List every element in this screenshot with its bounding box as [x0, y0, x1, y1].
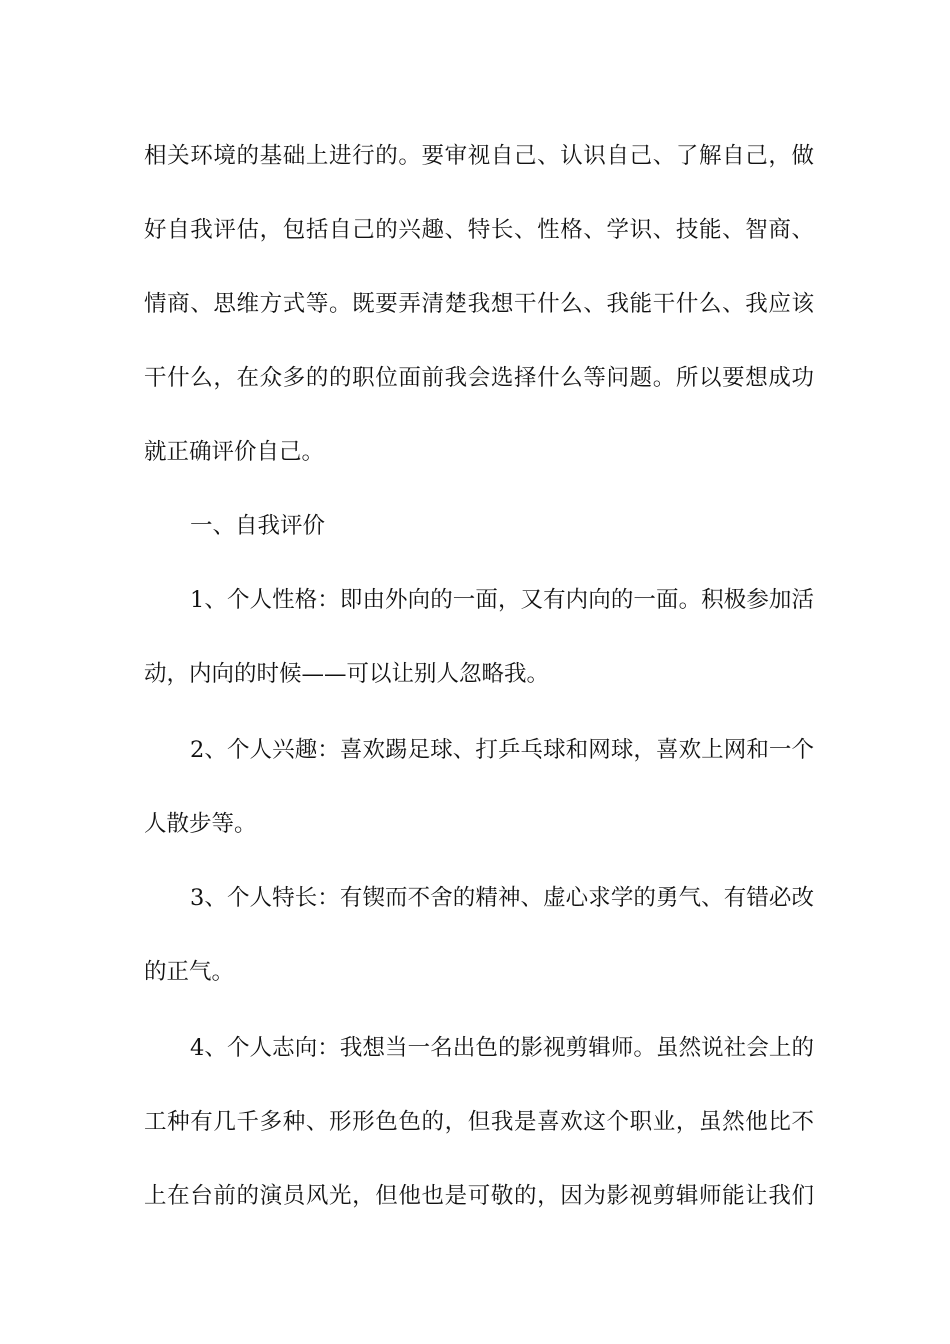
paragraph-line: 好自我评估，包括自己的兴趣、特长、性格、学识、技能、智商、	[144, 217, 814, 243]
paragraph-line: 情商、思维方式等。既要弄清楚我想干什么、我能干什么、我应该	[144, 291, 814, 317]
paragraph-line: 的正气。	[144, 959, 235, 985]
paragraph-line: 相关环境的基础上进行的。要审视自己、认识自己、了解自己，做	[144, 143, 814, 169]
paragraph-line: 上在台前的演员风光，但他也是可敬的，因为影视剪辑师能让我们	[144, 1183, 814, 1209]
paragraph-line: 动，内向的时候——可以让别人忽略我。	[144, 661, 550, 687]
paragraph-line: 1、个人性格：即由外向的一面，又有内向的一面。积极参加活	[190, 587, 814, 613]
paragraph-line: 工种有几千多种、形形色色的，但我是喜欢这个职业，虽然他比不	[144, 1109, 814, 1135]
paragraph-line: 就正确评价自己。	[144, 439, 325, 465]
paragraph-line: 4、个人志向：我想当一名出色的影视剪辑师。虽然说社会上的	[190, 1035, 814, 1061]
paragraph-line: 干什么，在众多的的职位面前我会选择什么等问题。所以要想成功	[144, 365, 814, 391]
section-heading: 一、自我评价	[190, 513, 326, 539]
paragraph-line: 3、个人特长：有锲而不舍的精神、虚心求学的勇气、有错必改	[190, 885, 814, 911]
paragraph-line: 2、个人兴趣：喜欢踢足球、打乒乓球和网球，喜欢上网和一个	[190, 737, 814, 763]
paragraph-line: 人散步等。	[144, 811, 257, 837]
